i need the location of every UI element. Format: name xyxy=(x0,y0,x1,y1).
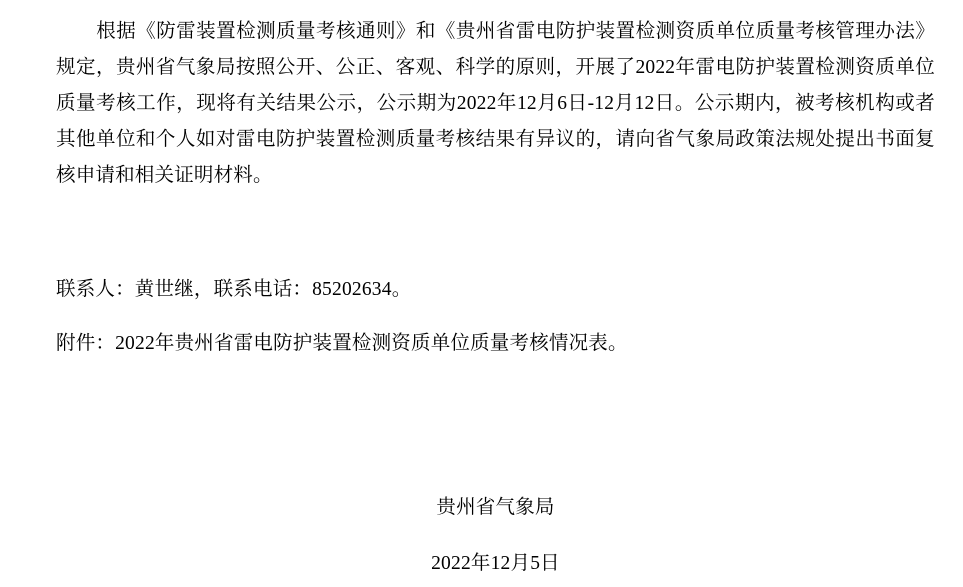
signature-block xyxy=(56,490,935,582)
attachment-line: 附件：2022年贵州省雷电防护装置检测资质单位质量考核情况表。 xyxy=(56,333,628,354)
issuer-name: 贵州省气象局 xyxy=(436,497,555,518)
issue-date: 2022年12月5日 xyxy=(431,553,560,574)
main-paragraph-text: 根据《防雷装置检测质量考核通则》和《贵州省雷电防护装置检测资质单位质量考核管理办法》规定，贵州省气象局按照公开、公正、客观、科学的原则，开展了2022年雷电防护装置检测资质单位质量考核工作，现将有关结果公示，公示期为2022年12月6日-12月12日。公示期内，被考核机构或者其他单位和个人如对雷电防护装置检测质量考核结果有异议的，请向省气象局政策法规处提出书面复核申请和相关证明材料。 xyxy=(56,21,935,186)
contact-line: 联系人：黄世继，联系电话：85202634。 xyxy=(56,279,412,300)
contact-block xyxy=(56,272,935,362)
main-paragraph xyxy=(56,14,935,194)
